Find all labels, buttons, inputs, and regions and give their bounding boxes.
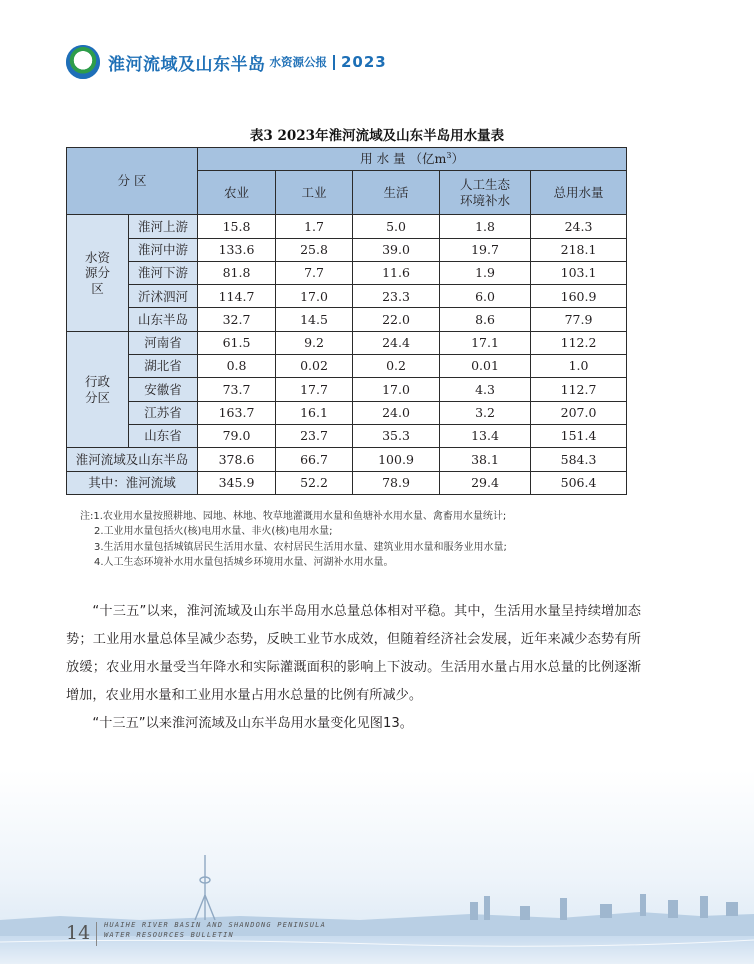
footer-divider <box>96 922 97 946</box>
table-cell: 1.7 <box>276 215 353 238</box>
table-cell: 207.0 <box>531 401 627 424</box>
table-row <box>67 471 627 494</box>
table-cell: 160.9 <box>531 285 627 308</box>
table-cell: 38.1 <box>440 448 531 471</box>
table-cell: 73.7 <box>198 378 276 401</box>
table-cell: 39.0 <box>353 238 440 261</box>
table-cell: 0.8 <box>198 355 276 378</box>
table-cell: 17.1 <box>440 331 531 354</box>
table-cell: 112.7 <box>531 378 627 401</box>
table-cell: 32.7 <box>198 308 276 331</box>
header-subtitle: 水资源公报 <box>269 55 327 69</box>
table-title: 表3 2023年淮河流域及山东半岛用水量表 <box>249 128 505 144</box>
table-cell: 24.4 <box>353 331 440 354</box>
row-label: 其中：淮河流域 <box>67 471 198 494</box>
group-label: 行政分区 <box>67 331 129 447</box>
table-cell: 23.3 <box>353 285 440 308</box>
header-divider <box>333 55 335 70</box>
table-cell: 163.7 <box>198 401 276 424</box>
group-label: 水资源分区 <box>67 215 129 331</box>
table-cell: 506.4 <box>531 471 627 494</box>
row-label: 淮河上游 <box>129 215 198 238</box>
table-cell: 151.4 <box>531 424 627 447</box>
table-cell: 8.6 <box>440 308 531 331</box>
table-cell: 17.7 <box>276 378 353 401</box>
row-label: 淮河中游 <box>129 238 198 261</box>
table-cell: 52.2 <box>276 471 353 494</box>
row-label: 江苏省 <box>129 401 198 424</box>
paragraph: “十三五”以来淮河流域及山东半岛用水量变化见图13。 <box>92 716 413 731</box>
col-header: 生活 <box>353 171 440 215</box>
table-cell: 112.2 <box>531 331 627 354</box>
body-text <box>66 598 641 738</box>
table-cell: 16.1 <box>276 401 353 424</box>
row-label: 山东半岛 <box>129 308 198 331</box>
table-cell: 3.2 <box>440 401 531 424</box>
table-cell: 24.3 <box>531 215 627 238</box>
table-cell: 1.9 <box>440 261 531 284</box>
col-header: 总用水量 <box>531 171 627 215</box>
table-cell: 79.0 <box>198 424 276 447</box>
table-cell: 100.9 <box>353 448 440 471</box>
table-row <box>67 448 627 471</box>
table-cell: 14.5 <box>276 308 353 331</box>
table-cell: 133.6 <box>198 238 276 261</box>
table-cell: 6.0 <box>440 285 531 308</box>
table-cell: 0.01 <box>440 355 531 378</box>
table-cell: 1.0 <box>531 355 627 378</box>
table-cell: 9.2 <box>276 331 353 354</box>
table-cell: 103.1 <box>531 261 627 284</box>
table-row <box>67 331 627 354</box>
row-label: 河南省 <box>129 331 198 354</box>
table-cell: 61.5 <box>198 331 276 354</box>
note: 4.人工生态环境补水用水量包括城乡环境用水量、河湖补水用水量。 <box>94 556 394 568</box>
table-cell: 66.7 <box>276 448 353 471</box>
table-cell: 29.4 <box>440 471 531 494</box>
table-cell: 345.9 <box>198 471 276 494</box>
table-row <box>67 285 627 308</box>
header <box>66 44 387 80</box>
col-header: 工业 <box>276 171 353 215</box>
table-cell: 35.3 <box>353 424 440 447</box>
table-row <box>67 378 627 401</box>
row-label: 湖北省 <box>129 355 198 378</box>
table-cell: 81.8 <box>198 261 276 284</box>
row-label: 安徽省 <box>129 378 198 401</box>
table-cell: 0.2 <box>353 355 440 378</box>
table-cell: 19.7 <box>440 238 531 261</box>
row-label: 山东省 <box>129 424 198 447</box>
table-cell: 24.0 <box>353 401 440 424</box>
header-year: 2023 <box>341 53 387 71</box>
table-notes <box>80 509 507 570</box>
table-cell: 7.7 <box>276 261 353 284</box>
col-header: 人工生态环境补水 <box>440 171 531 215</box>
note: 2.工业用水量包括火(核)电用水量、非火(核)电用水量; <box>94 526 333 538</box>
table-cell: 4.3 <box>440 378 531 401</box>
table-cell: 17.0 <box>276 285 353 308</box>
table-cell: 5.0 <box>353 215 440 238</box>
table-cell: 13.4 <box>440 424 531 447</box>
table-cell: 584.3 <box>531 448 627 471</box>
footer-english-title: HUAIHE RIVER BASIN AND SHANDONG PENINSULA WATER RESOURCES BULLETIN <box>104 921 326 939</box>
table-cell: 23.7 <box>276 424 353 447</box>
header-title: 淮河流域及山东半岛 <box>108 54 266 75</box>
paragraph: “十三五”以来，淮河流域及山东半岛用水总量总体相对平稳。其中，生活用水量呈持续增加态势；工业用水量总体呈减少态势，反映工业节水成效，但随着经济社会发展，近年来减少态势有所放缓；农业用水量受当年降水和实际灌溉面积的影响上下波动。生活用水量占用水总量的比例逐渐增加，农业用水量和工业用水量占用水总量的比例有所减少。 <box>66 604 641 703</box>
table-cell: 0.02 <box>276 355 353 378</box>
page-number: 14 <box>66 922 91 944</box>
row-label: 沂沭泗河 <box>129 285 198 308</box>
usage-header: 用 水 量 （亿$m^3$） <box>198 148 627 171</box>
table-row <box>67 261 627 284</box>
table-cell: 378.6 <box>198 448 276 471</box>
logo-icon <box>66 45 100 79</box>
table-row <box>67 401 627 424</box>
zone-header: 分 区 <box>67 148 198 215</box>
row-label: 淮河流域及山东半岛 <box>67 448 198 471</box>
table-cell: 78.9 <box>353 471 440 494</box>
table-cell: 25.8 <box>276 238 353 261</box>
col-header: 农业 <box>198 171 276 215</box>
table-cell: 114.7 <box>198 285 276 308</box>
table-row <box>67 424 627 447</box>
table-row <box>67 308 627 331</box>
note: 3.生活用水量包括城镇居民生活用水量、农村居民生活用水量、建筑业用水量和服务业用水量; <box>94 541 507 553</box>
table-cell: 218.1 <box>531 238 627 261</box>
water-usage-table <box>66 147 627 495</box>
table-cell: 17.0 <box>353 378 440 401</box>
table-cell: 11.6 <box>353 261 440 284</box>
table-row <box>67 355 627 378</box>
table-cell: 15.8 <box>198 215 276 238</box>
table-cell: 22.0 <box>353 308 440 331</box>
table-cell: 1.8 <box>440 215 531 238</box>
table-cell: 77.9 <box>531 308 627 331</box>
note: 注:1.农业用水量按照耕地、园地、林地、牧草地灌溉用水量和鱼塘补水用水量、禽畜用水量统计; <box>80 511 507 522</box>
row-label: 淮河下游 <box>129 261 198 284</box>
table-row <box>67 215 627 238</box>
table-row <box>67 238 627 261</box>
